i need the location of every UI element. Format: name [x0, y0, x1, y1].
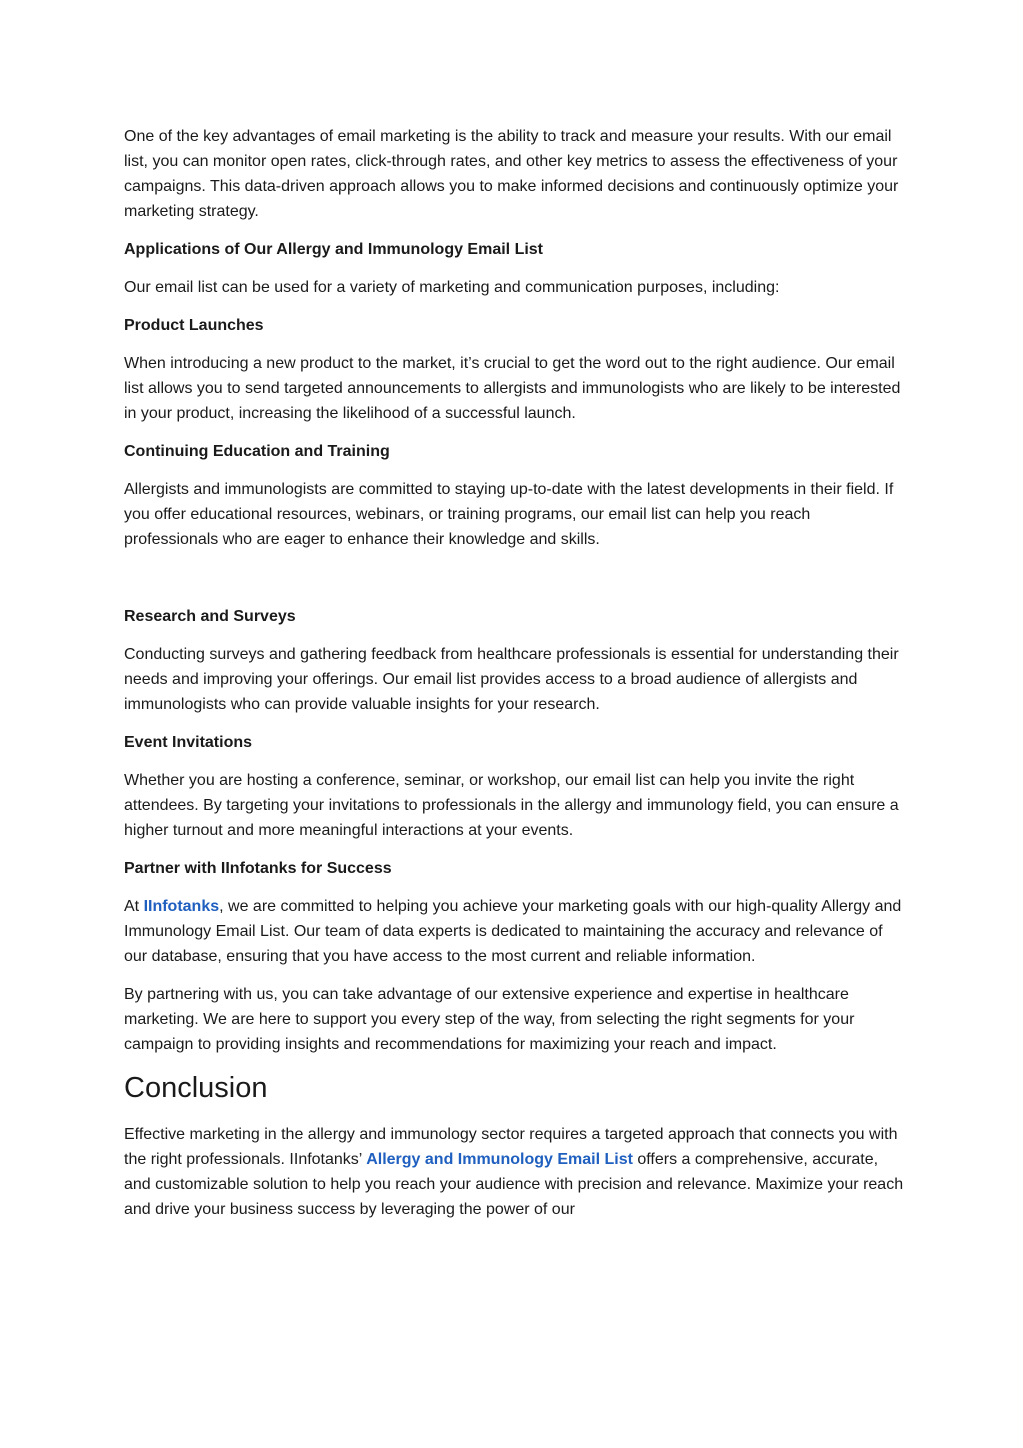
partnering-paragraph: By partnering with us, you can take advantage of our extensive experience and expertise in healthcare marketing. We are here to support you every step of the way, from selecting the right segments for your campaign to providing insights and recommendations for maximizing your reach and impact. [124, 986, 855, 1053]
conclusion-rest: offers a comprehensive, accurate, and customizable solution to help you reach your audience with precision and relevance. Maximize your reach and drive your business success by leveraging the power of our [124, 1151, 904, 1218]
partner-paragraph [124, 894, 904, 969]
partner-rest: , we are committed to helping you achieve your marketing goals with our high-quality Allergy and Immunology Email List. Our team of data experts is dedicated to maintaining the accuracy and relevance of our database, ensuring that you have access to the most current and reliable information. [124, 898, 902, 965]
section-heading-partner: Partner with IInfotanks for Success [124, 860, 392, 877]
intro-paragraph: One of the key advantages of email marketing is the ability to track and measure your results. With our email list, you can monitor open rates, click-through rates, and other key metrics to assess the effectiveness of your campaigns. This data-driven approach allows you to make informed decisions and continuously optimize your marketing strategy. [124, 128, 899, 220]
conclusion-prefix: Effective marketing in the allergy and immunology sector requires a targeted approach that connects you with the right professionals. IInfotanks’ [124, 1126, 898, 1168]
section-heading-events: Event Invitations [124, 734, 253, 751]
conclusion-paragraph [124, 1122, 904, 1222]
iinfotanks-link[interactable]: IInfotanks [143, 898, 220, 915]
events-paragraph: Whether you are hosting a conference, seminar, or workshop, our email list can help you invite the right attendees. By targeting your invitations to professionals in the allergy and immunology field, you can ensure a higher turnout and more meaningful interactions at your events. [124, 772, 899, 839]
section-heading-product-launches: Product Launches [124, 317, 264, 334]
conclusion-heading: Conclusion [124, 1072, 268, 1104]
partner-prefix: At [124, 898, 144, 915]
education-paragraph: Allergists and immunologists are committed to staying up-to-date with the latest developments in their field. If you offer educational resources, webinars, or training programs, our email list can help you reach professionals who are eager to enhance their knowledge and skills. [124, 481, 894, 548]
section-heading-research: Research and Surveys [124, 608, 296, 625]
section-heading-education: Continuing Education and Training [124, 443, 390, 460]
section-heading-applications: Applications of Our Allergy and Immunology Email List [124, 241, 544, 258]
product-launches-paragraph: When introducing a new product to the market, it’s crucial to get the word out to the right audience. Our email list allows you to send targeted announcements to allergists and immunologists who are likely to be interested in your product, increasing the likelihood of a successful launch. [124, 355, 901, 422]
document-page [124, 124, 904, 1235]
applications-paragraph: Our email list can be used for a variety of marketing and communication purposes, including: [124, 279, 780, 296]
research-paragraph: Conducting surveys and gathering feedback from healthcare professionals is essential for understanding their needs and improving your offerings. Our email list provides access to a broad audience of allergists and immunologists who can provide valuable insights for your research. [124, 646, 899, 713]
email-list-link[interactable]: Allergy and Immunology Email List [366, 1151, 633, 1168]
